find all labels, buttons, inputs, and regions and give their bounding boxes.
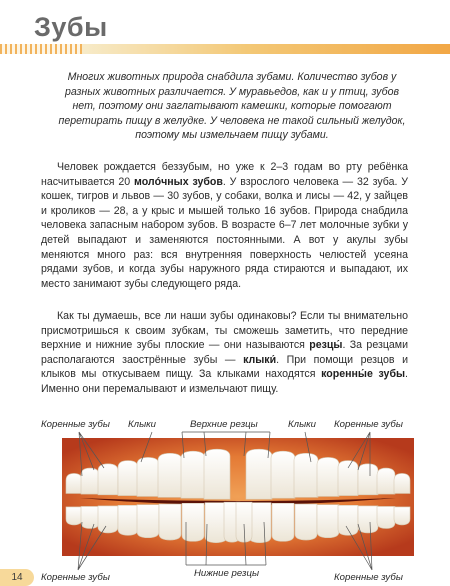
upper-tooth-14 (358, 464, 378, 495)
lower-tooth-14 (358, 506, 378, 533)
upper-tooth-13 (338, 461, 358, 496)
label-bottom-right-molars: Коренные зубы (334, 572, 403, 583)
title-decor-bar (0, 44, 450, 54)
term-canines: клыки́ (243, 353, 277, 366)
lower-tooth-13 (338, 505, 358, 535)
p2-text-2: . За резцами располагаются заострённые зубы — (41, 339, 408, 366)
page-title: Зубы (34, 12, 108, 42)
lower-tooth-18 (236, 502, 252, 542)
upper-tooth-8 (204, 449, 230, 499)
upper-tooth-9 (246, 449, 272, 499)
p1-text-2: . У взрослого человека — 32 зуба. У кошек, тигров и львов — 30 зубов, у собаки, волка и лисы — 42, у зайцев и кроликов — 28, а у крыс и мышей только 16 зубов. Природа снабдила человека запасным набором зубов. В возрасте 6–7 лет молочные зубки у детей выпадают и заменяются постоянными. А вот у акулы зубы меняются много раз: вся внутренняя поверхность челюстей усеяна рядами зубов, и когда зубы наружного ряда стираются и выпадают, их место занимают зубы следующего ряда. (41, 175, 408, 290)
page-number: 14 (0, 569, 34, 586)
upper-tooth-4 (118, 461, 138, 496)
title-decor-stripes (0, 44, 82, 54)
upper-tooth-10 (271, 451, 295, 498)
term-milk-teeth: молóчных зубов (134, 175, 223, 188)
lower-tooth-11 (295, 504, 317, 540)
term-incisors: резцы́ (309, 339, 343, 352)
p2-text-4: . Именно они перемалывают и измельчают пищу. (41, 368, 408, 395)
label-top-right-canines: Клыки (288, 419, 316, 430)
upper-tooth-12 (317, 457, 339, 496)
lower-tooth-12 (317, 505, 339, 538)
lower-tooth-16 (394, 507, 410, 525)
upper-tooth-11 (294, 453, 318, 497)
label-top-right-molars: Коренные зубы (334, 419, 403, 430)
intro-paragraph: Многих животных природа снабдила зубами. Количество зубов у разных животных различается. У муравьедов, как и у птиц, зубов нет, поэтому они заглатывают камешки, которые помогают перетирать пищу в желудке. У человека не такой сильный желудок, поэтому мы измельчаем пищу зубами. (58, 71, 406, 142)
lower-tooth-1 (66, 507, 82, 525)
label-top-left-canines: Клыки (128, 419, 156, 430)
body-paragraph-1 (41, 160, 408, 291)
upper-tooth-3 (98, 464, 118, 495)
term-molars: коренны́е зубы (321, 368, 406, 381)
teeth-illustration (62, 438, 414, 556)
p2-text-1: Как ты думаешь, все ли наши зубы одинаковы? Если ты внимательно присмотришься к своим зубкам, ты сможешь заметить, что передние верхние и нижние зубы плоские — они называются (41, 310, 408, 352)
p1-text-1: Человек рождается беззубым, но уже к 2–3 годам во рту ребёнка насчитывается 20 (41, 161, 408, 188)
label-bottom-left-molars: Коренные зубы (41, 572, 110, 583)
upper-tooth-7 (181, 451, 205, 498)
lower-tooth-7 (182, 503, 204, 541)
lower-tooth-15 (377, 506, 395, 528)
label-top-left-molars: Коренные зубы (41, 419, 110, 430)
lower-tooth-3 (98, 506, 118, 533)
lower-tooth-10 (272, 503, 294, 541)
lower-tooth-2 (81, 506, 99, 528)
upper-tooth-16 (394, 473, 410, 493)
upper-tooth-5 (137, 457, 159, 496)
upper-tooth-15 (377, 468, 395, 494)
body-paragraph-2 (41, 309, 408, 397)
p2-text-3: . При помощи резцов и клыков мы откусываем пищу. За клыками находятся (41, 353, 408, 381)
label-top-incisors: Верхние резцы (190, 419, 258, 430)
lower-tooth-5 (137, 505, 159, 538)
label-bottom-incisors: Нижние резцы (194, 568, 260, 579)
upper-tooth-1 (66, 473, 82, 493)
upper-tooth-6 (158, 453, 182, 497)
lower-tooth-6 (159, 504, 181, 540)
lower-tooth-4 (118, 505, 138, 535)
upper-tooth-2 (81, 468, 99, 494)
